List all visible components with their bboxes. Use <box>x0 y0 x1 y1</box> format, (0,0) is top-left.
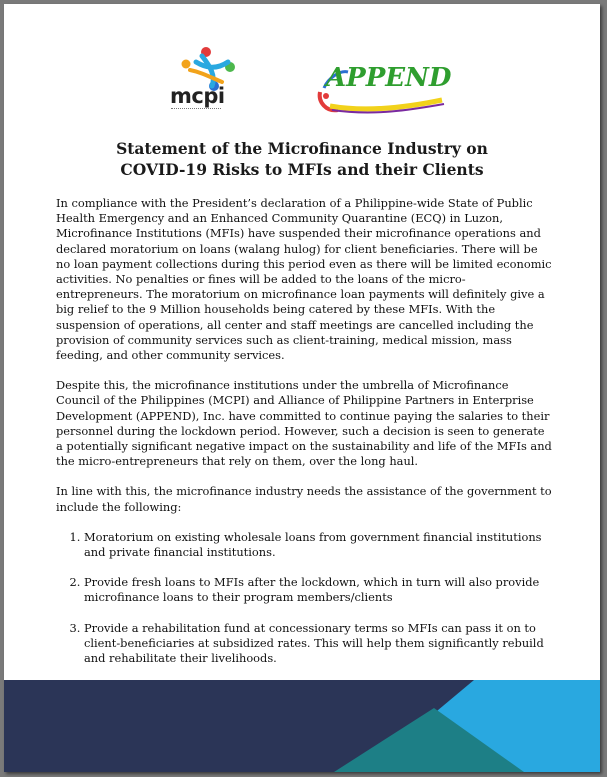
logo-header <box>4 4 600 124</box>
document-body <box>56 196 552 681</box>
list-item: 3. Provide a rehabilitation fund at concessionary terms so MFIs can pass it on to client-beneficiaries at subsidized rates. This will help them significantly rebuild and rehabilitate their livelihoods. <box>84 621 552 667</box>
paragraph: In line with this, the microfinance industry needs the assistance of the government to include the following: <box>56 484 552 514</box>
footer-banner <box>4 680 600 772</box>
title-line-1: Statement of the Microfinance Industry on <box>116 139 488 158</box>
request-list <box>56 530 552 666</box>
document-page <box>4 4 600 772</box>
mcpi-tagline-decoration <box>171 108 221 112</box>
mcpi-wordmark: mcpi <box>170 84 225 108</box>
document-title <box>44 138 560 180</box>
paragraph: Despite this, the microfinance institutions under the umbrella of Microfinance Council of the Philippines (MCPI) and Alliance of Philippine Partners in Enterprise Development (APPEND), Inc. have committed to continue paying the salaries to their personnel during the lockdown period. However, such a decision is seen to generate a potentially significant negative impact on the sustainability and life of the MFIs and the micro-entrepreneurs that rely on them, over the long haul. <box>56 378 552 469</box>
paragraph: In compliance with the President’s declaration of a Philippine-wide State of Public Health Emergency and an Enhanced Community Quarantine (ECQ) in Luzon, Microfinance Institutions (MFIs) have suspended their microfinance operations and declared moratorium on loans (walang hulog) for client beneficiaries. There will be no loan payment collections during this period even as there will be limited economic activities. No penalties or fines will be added to the loans of the micro-entrepreneurs. The moratorium on microfinance loan payments will definitely give a big relief to the 9 Million households being catered by these MFIs. With the suspension of operations, all center and staff meetings are cancelled including the provision of community services such as client-training, medical mission, mass feeding, and other community services. <box>56 196 552 363</box>
list-item: 2. Provide fresh loans to MFIs after the lockdown, which in turn will also provide microfinance loans to their program members/clients <box>84 575 552 605</box>
title-line-2: COVID-19 Risks to MFIs and their Clients <box>120 160 484 179</box>
append-wordmark: APPEND <box>326 63 452 93</box>
list-item: 1. Moratorium on existing wholesale loans from government financial institutions and private financial institutions. <box>84 530 552 560</box>
